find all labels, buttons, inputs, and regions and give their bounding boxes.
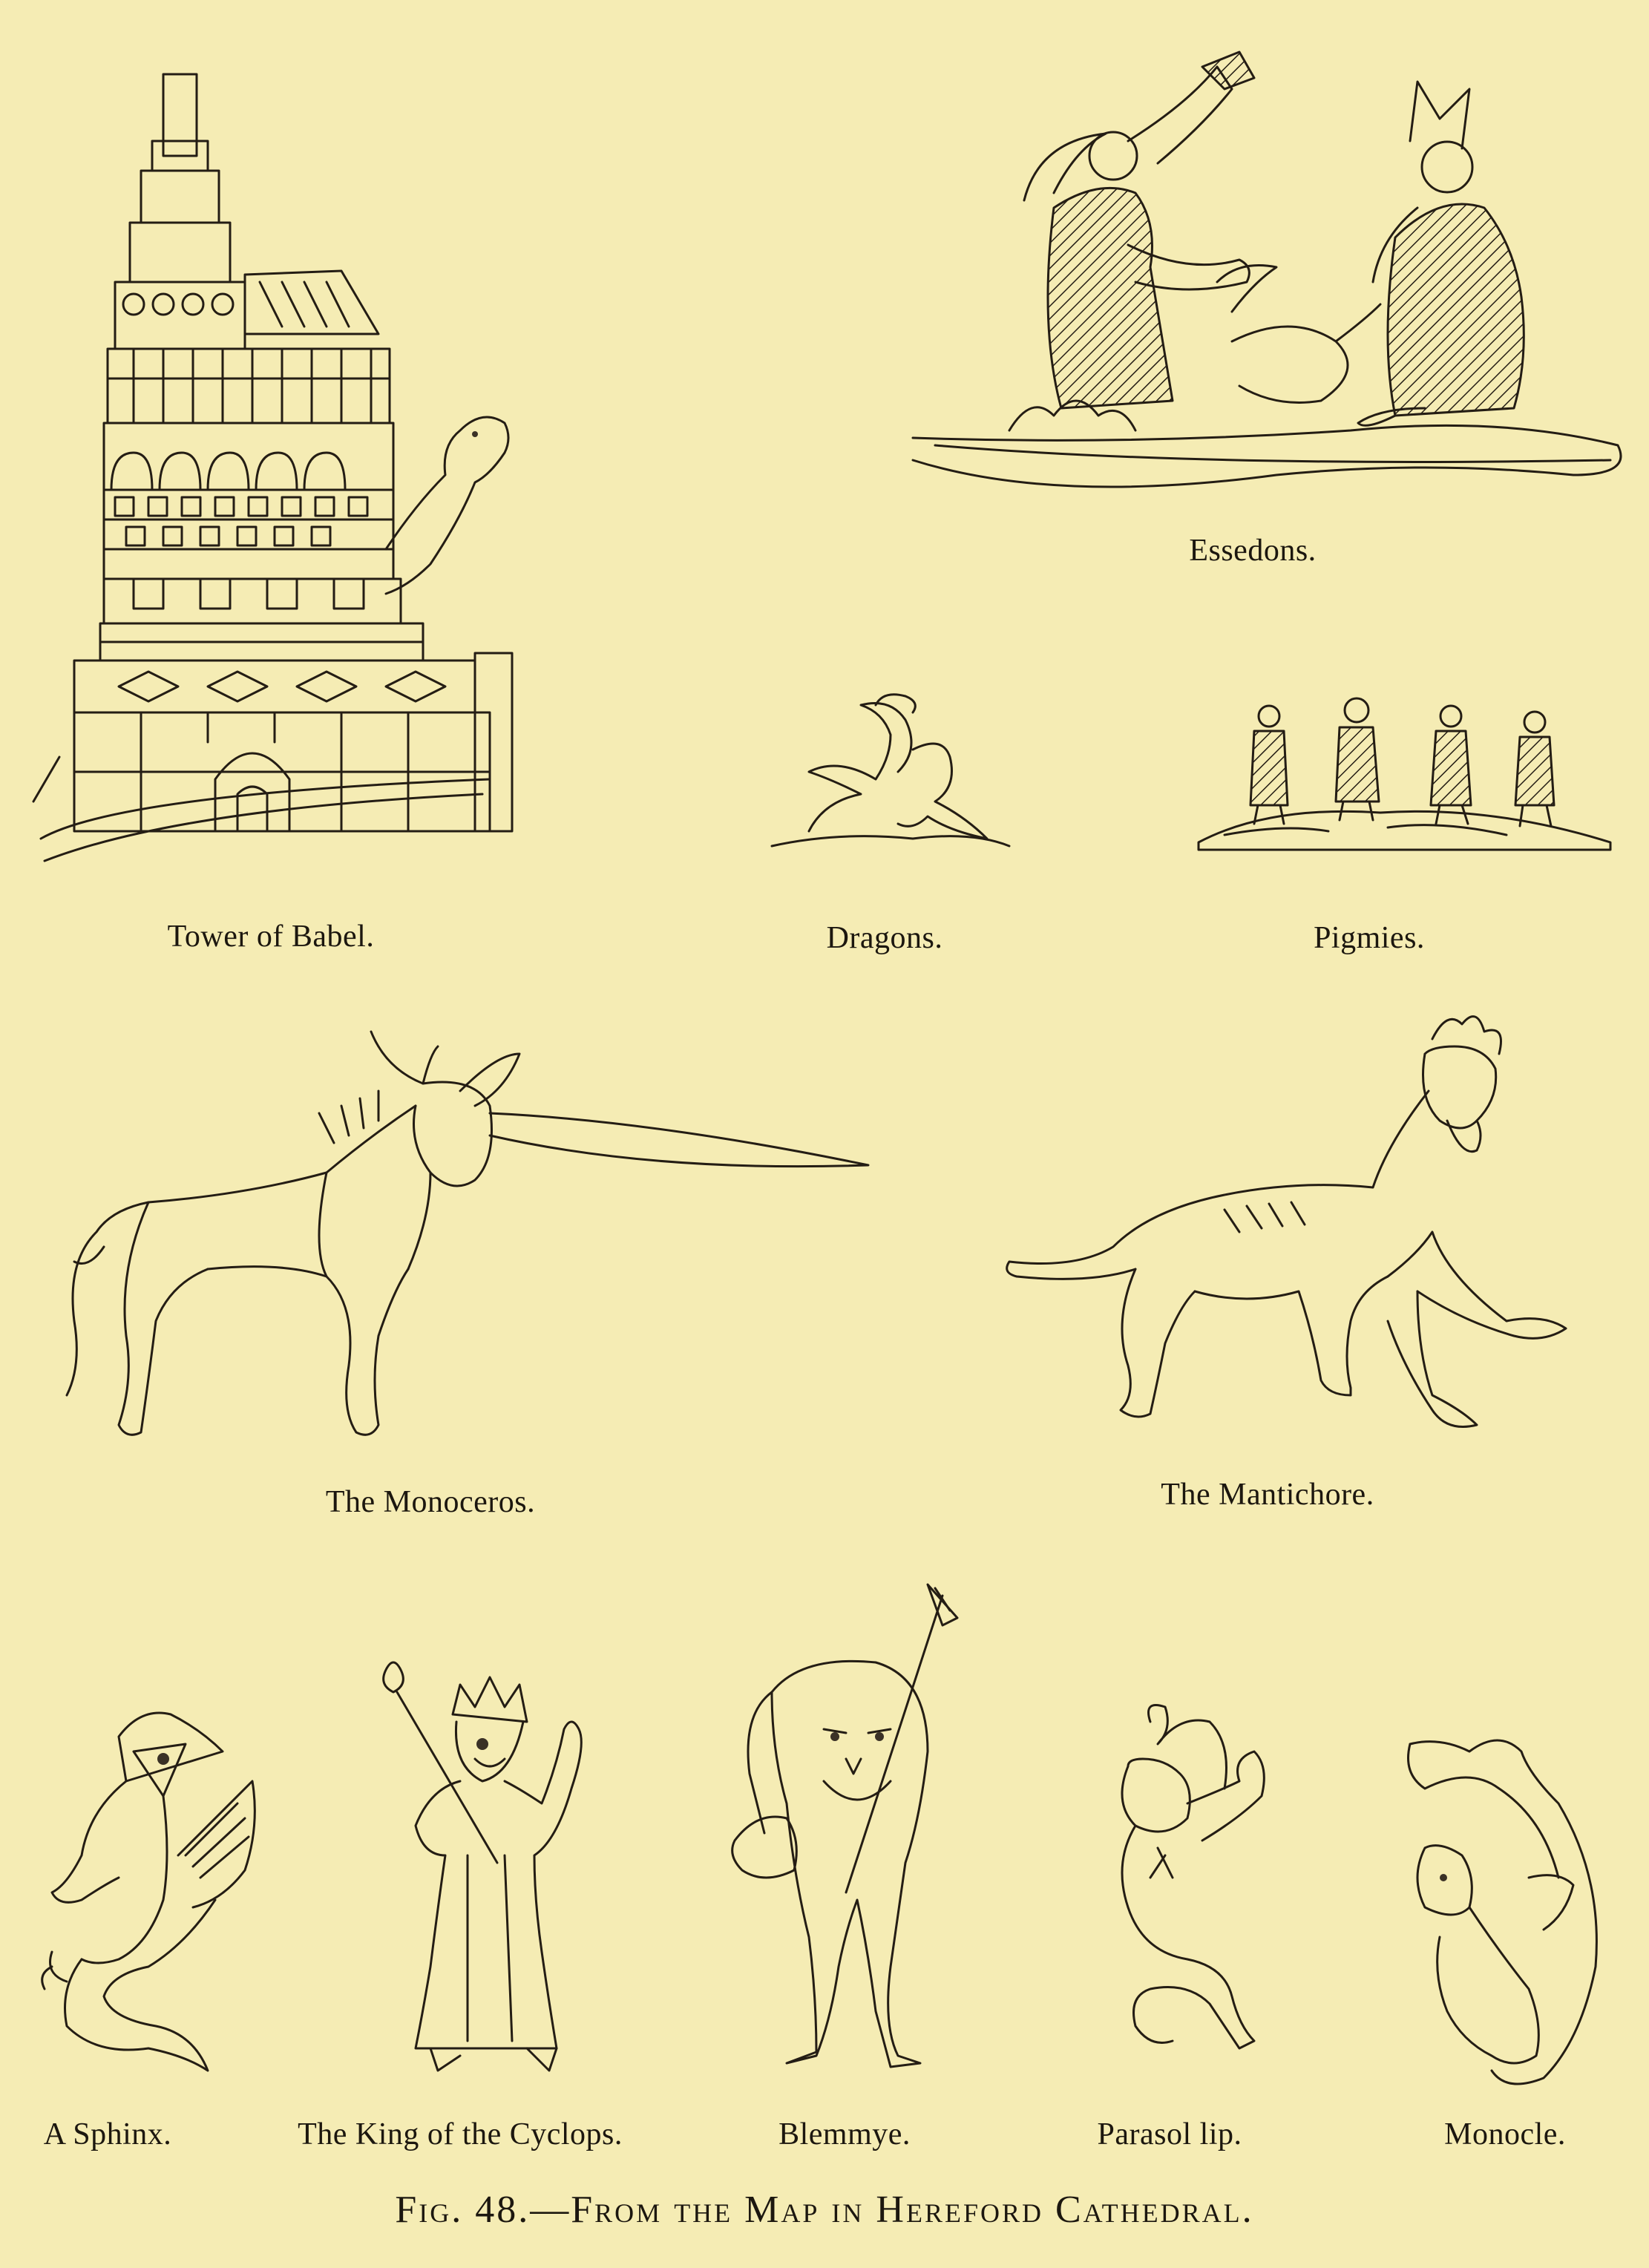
caption-monoceros: The Monoceros. [325, 1485, 536, 1519]
monocle-illustration [1395, 1729, 1610, 2100]
caption-mantichore: The Mantichore. [1161, 1478, 1374, 1512]
plate-title: Fig. 48.—From the Map in Hereford Cathedral. [395, 2189, 1254, 2231]
caption-essedons: Essedons. [1189, 534, 1317, 568]
parasol-lip-illustration [1084, 1700, 1291, 2071]
mantichore-illustration [1002, 1009, 1581, 1455]
caption-cyclops-king: The King of the Cyclops. [298, 2117, 623, 2151]
caption-tower-of-babel: Tower of Babel. [167, 920, 375, 954]
dragons-illustration [764, 690, 1017, 861]
caption-sphinx: A Sphinx. [43, 2117, 172, 2151]
sphinx-illustration [37, 1707, 267, 2078]
pigmies-illustration [1195, 694, 1618, 865]
caption-blemmye: Blemmye. [778, 2117, 911, 2151]
cyclops-king-illustration [371, 1655, 609, 2078]
monoceros-illustration [59, 1024, 883, 1455]
caption-dragons: Dragons. [826, 921, 943, 955]
caption-parasol-lip: Parasol lip. [1097, 2117, 1242, 2151]
caption-monocle: Monocle. [1444, 2117, 1566, 2151]
blemmye-illustration [727, 1581, 972, 2071]
tower-of-babel-illustration [30, 59, 512, 883]
essedons-illustration [905, 59, 1648, 505]
caption-pigmies: Pigmies. [1314, 921, 1425, 955]
